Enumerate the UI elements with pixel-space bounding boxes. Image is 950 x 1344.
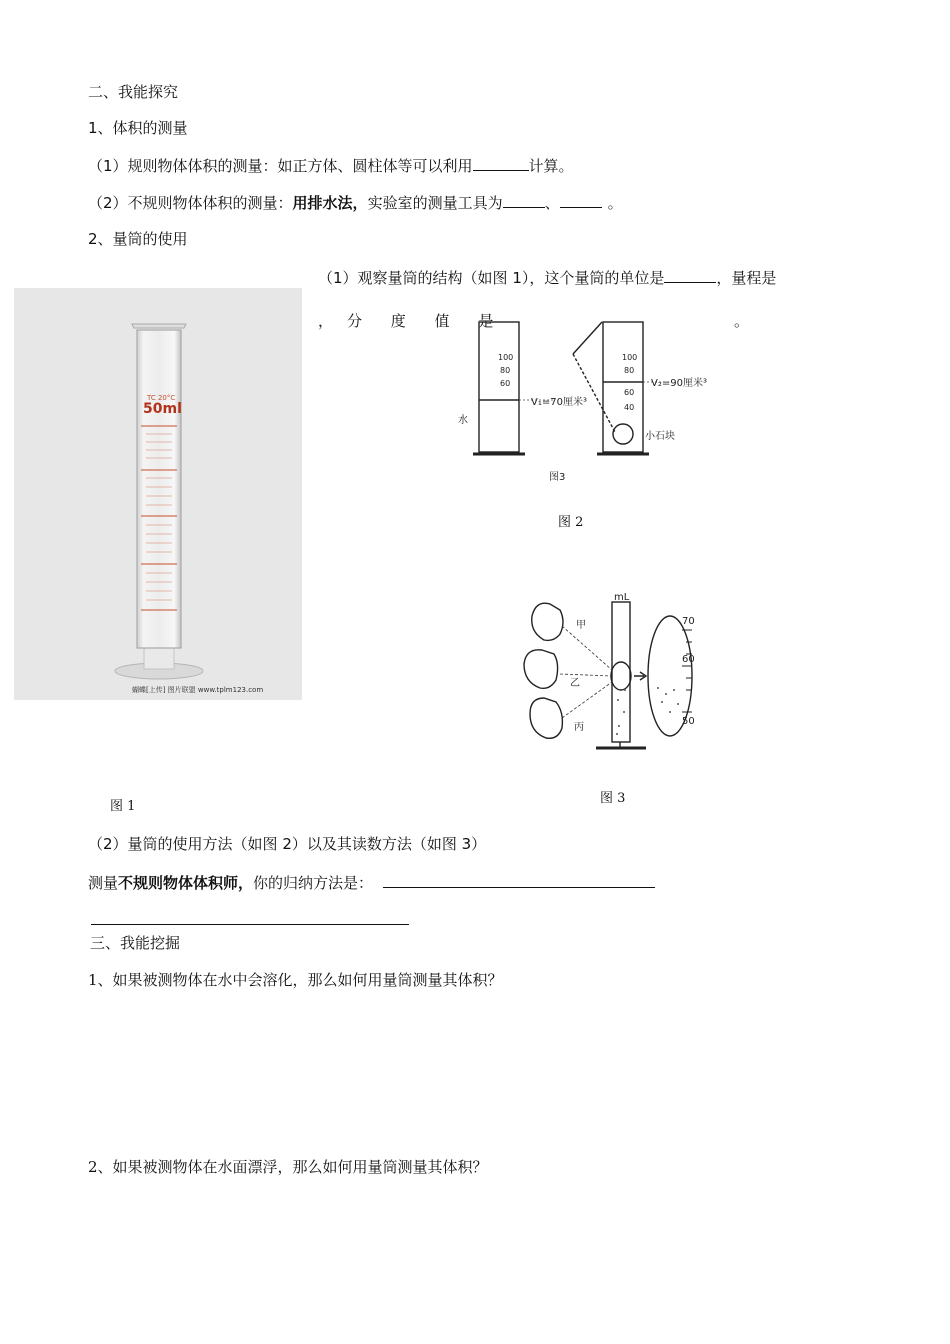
fig2-tick-right-2: 80 xyxy=(624,366,635,375)
graduated-cylinder-image xyxy=(14,288,302,700)
cylinder-volume-label: 50ml xyxy=(143,401,182,417)
fig2-v2-label: V₂=90厘米³ xyxy=(651,378,707,389)
question-2: 2、如果被测物体在水面漂浮，那么如何用量筒测量其体积？ xyxy=(88,1158,488,1176)
irregular-volume-text: （2）不规则物体体积的测量： xyxy=(88,194,293,212)
fig2-tick-left-2: 80 xyxy=(500,366,511,375)
fig3-scale-70: 70 xyxy=(682,616,695,627)
figure-2-caption: 图 2 xyxy=(558,515,584,530)
fig2-tick-right-3: 60 xyxy=(624,388,635,397)
fig2-v1-label: V₁=70厘米³ xyxy=(531,397,587,408)
regular-volume-text: （1）规则物体体积的测量：如正方体、圆柱体等可以利用 xyxy=(88,157,473,175)
photo-watermark: 蝴蝶[上传] 图片联盟 www.tplm123.com xyxy=(132,686,264,694)
regular-volume-suffix: 计算。 xyxy=(528,157,574,175)
fig2-water-label: 水 xyxy=(458,415,468,426)
answer-blank-tool-1[interactable] xyxy=(503,192,545,208)
observe-line xyxy=(318,267,776,288)
observe-range-text: ，量程是 xyxy=(716,269,777,287)
subsection-title-volume: 1、体积的测量 xyxy=(88,119,188,137)
fig2-stone-label: 小石块 xyxy=(645,431,675,442)
displacement-diagram xyxy=(455,318,725,488)
figure-1-caption: 图 1 xyxy=(110,799,136,814)
summary-line xyxy=(88,872,655,893)
regular-volume-line xyxy=(88,155,574,176)
usage-method-line: （2）量筒的使用方法（如图 2）以及其读数方法（如图 3） xyxy=(88,835,487,853)
answer-blank-tool-2[interactable] xyxy=(560,192,602,208)
fig2-tick-right-1: 100 xyxy=(622,353,638,362)
answer-blank-summary[interactable] xyxy=(383,872,655,888)
fig3-bing-label: 丙 xyxy=(574,722,584,733)
fig2-inner-label: 图3 xyxy=(549,472,566,483)
fig3-scale-50: 50 xyxy=(682,716,695,727)
figure-3-diagram xyxy=(520,590,725,760)
observe-end: 。 xyxy=(734,312,750,330)
question-1: 1、如果被测物体在水中会溶化，那么如何用量筒测量其体积？ xyxy=(88,971,503,989)
answer-blank-formula[interactable] xyxy=(473,155,529,171)
answer-blank-summary-2[interactable] xyxy=(91,909,409,925)
summary-suffix: 你的归纳方法是： xyxy=(253,874,374,892)
division-value-text: 分 度 值 是 xyxy=(347,312,506,330)
figure-2-diagram xyxy=(455,318,725,488)
figure-3-caption: 图 3 xyxy=(600,791,626,806)
fig2-tick-left-3: 60 xyxy=(500,379,511,388)
fig3-yi-label: 乙 xyxy=(570,678,580,689)
fig3-scale-60: 60 xyxy=(682,654,695,665)
section-title-dig: 三、我能挖掘 xyxy=(90,934,181,952)
observe-text: （1）观察量筒的结构（如图 1），这个量筒的单位是 xyxy=(318,269,665,287)
cylinder-temp-label: TC 20°C xyxy=(147,394,176,402)
summary-prefix: 测量 xyxy=(88,874,119,892)
fig3-jia-label: 甲 xyxy=(576,620,586,631)
fig3-unit-label: mL xyxy=(614,592,630,603)
tool-separator: 、 xyxy=(544,194,560,212)
reading-method-diagram xyxy=(520,590,725,760)
figure-1-photo xyxy=(14,288,302,700)
displacement-method-bold: 用排水法， xyxy=(292,194,368,212)
subsection-title-cylinder: 2、量筒的使用 xyxy=(88,230,188,248)
irregular-volume-line xyxy=(88,192,623,213)
observe-comma: ， xyxy=(318,312,334,330)
answer-blank-unit[interactable] xyxy=(664,267,716,283)
tool-end: 。 xyxy=(607,194,623,212)
fig2-tick-right-4: 40 xyxy=(624,403,635,412)
fig2-tick-left-1: 100 xyxy=(498,353,514,362)
summary-bold: 不规则物体体积师， xyxy=(118,874,254,892)
section-title-explore: 二、我能探究 xyxy=(88,83,179,101)
tool-text: 实验室的测量工具为 xyxy=(367,194,503,212)
